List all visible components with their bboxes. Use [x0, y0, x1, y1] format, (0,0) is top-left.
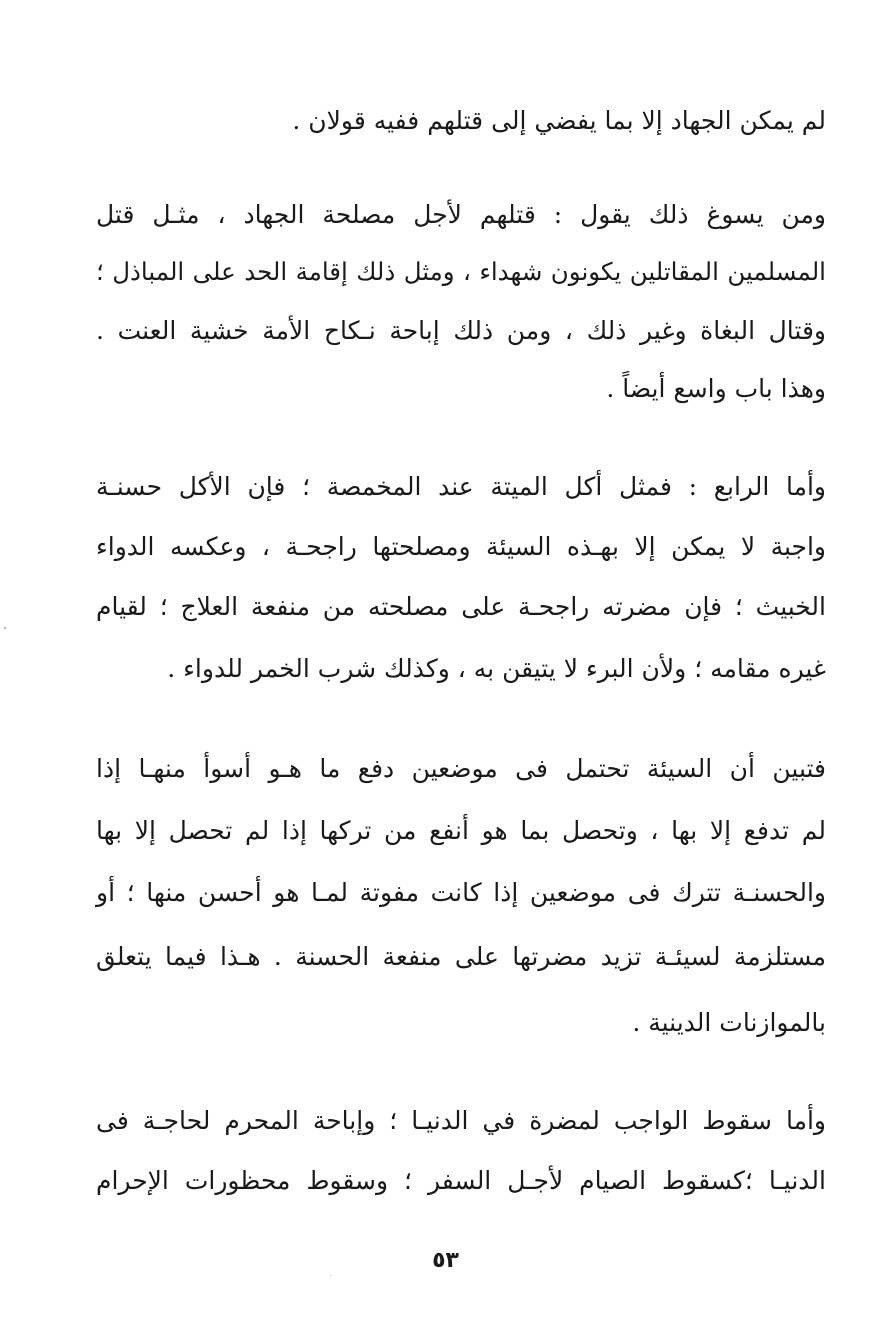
- text-line: فتبين أن السيئة تحتمل فى موضعين دفع ما هـو أسوأ منهـا إذا: [96, 754, 826, 783]
- text-line: وهذا باب واسع أيضاً .: [606, 374, 826, 403]
- text-line: الدنيـا ؛كسقوط الصيام لأجـل السفر ؛ وسقوط محظورات الإحرام: [96, 1166, 826, 1195]
- text-line: وأما سقوط الواجب لمضرة في الدنيـا ؛ وإباحة المحرم لحاجـة فى: [96, 1106, 826, 1135]
- scan-speck: [330, 1275, 331, 1276]
- text-line: مستلزمة لسيئـة تزيد مضرتها على منفعة الحسنة . هـذا فيما يتعلق: [96, 942, 826, 971]
- text-line: لم يمكن الجهاد إلا بما يفضي إلى قتلهم ففيه قولان .: [292, 106, 826, 135]
- text-line: والحسنـة تترك فى موضعين إذا كانت مفوتة لمـا هو أحسن منها ؛ أو: [96, 878, 826, 907]
- text-line: المسلمين المقاتلين يكونون شهداء ، ومثل ذلك إقامة الحد على المباذل ؛: [96, 257, 826, 286]
- text-line: وقتال البغاة وغير ذلك ، ومن ذلك إباحة نـكاح الأمة خشية العنت .: [96, 316, 826, 345]
- text-line: ومن يسوغ ذلك يقول : قتلهم لأجل مصلحة الجهاد ، مثـل قتل: [96, 200, 826, 229]
- text-line: وأما الرابع : فمثل أكل الميتة عند المخمصة ؛ فإن الأكل حسنـة: [96, 472, 826, 501]
- text-line: بالموازنات الدينية .: [632, 1008, 826, 1037]
- text-line: واجبة لا يمكن إلا بهـذه السيئة ومصلحتها راجحـة ، وعكسه الدواء: [96, 532, 826, 561]
- text-line: الخبيث ؛ فإن مضرته راجحـة على مصلحته من منفعة العلاج ؛ لقيام: [96, 592, 826, 621]
- page-number: ٥٣: [432, 1248, 459, 1273]
- scan-speck: [4, 627, 6, 629]
- text-line: لم تدفع إلا بها ، وتحصل بما هو أنفع من تركها إذا لم تحصل إلا بها: [96, 816, 826, 845]
- text-line: غيره مقامه ؛ ولأن البرء لا يتيقن به ، وكذلك شرب الخمر للدواء .: [167, 654, 826, 683]
